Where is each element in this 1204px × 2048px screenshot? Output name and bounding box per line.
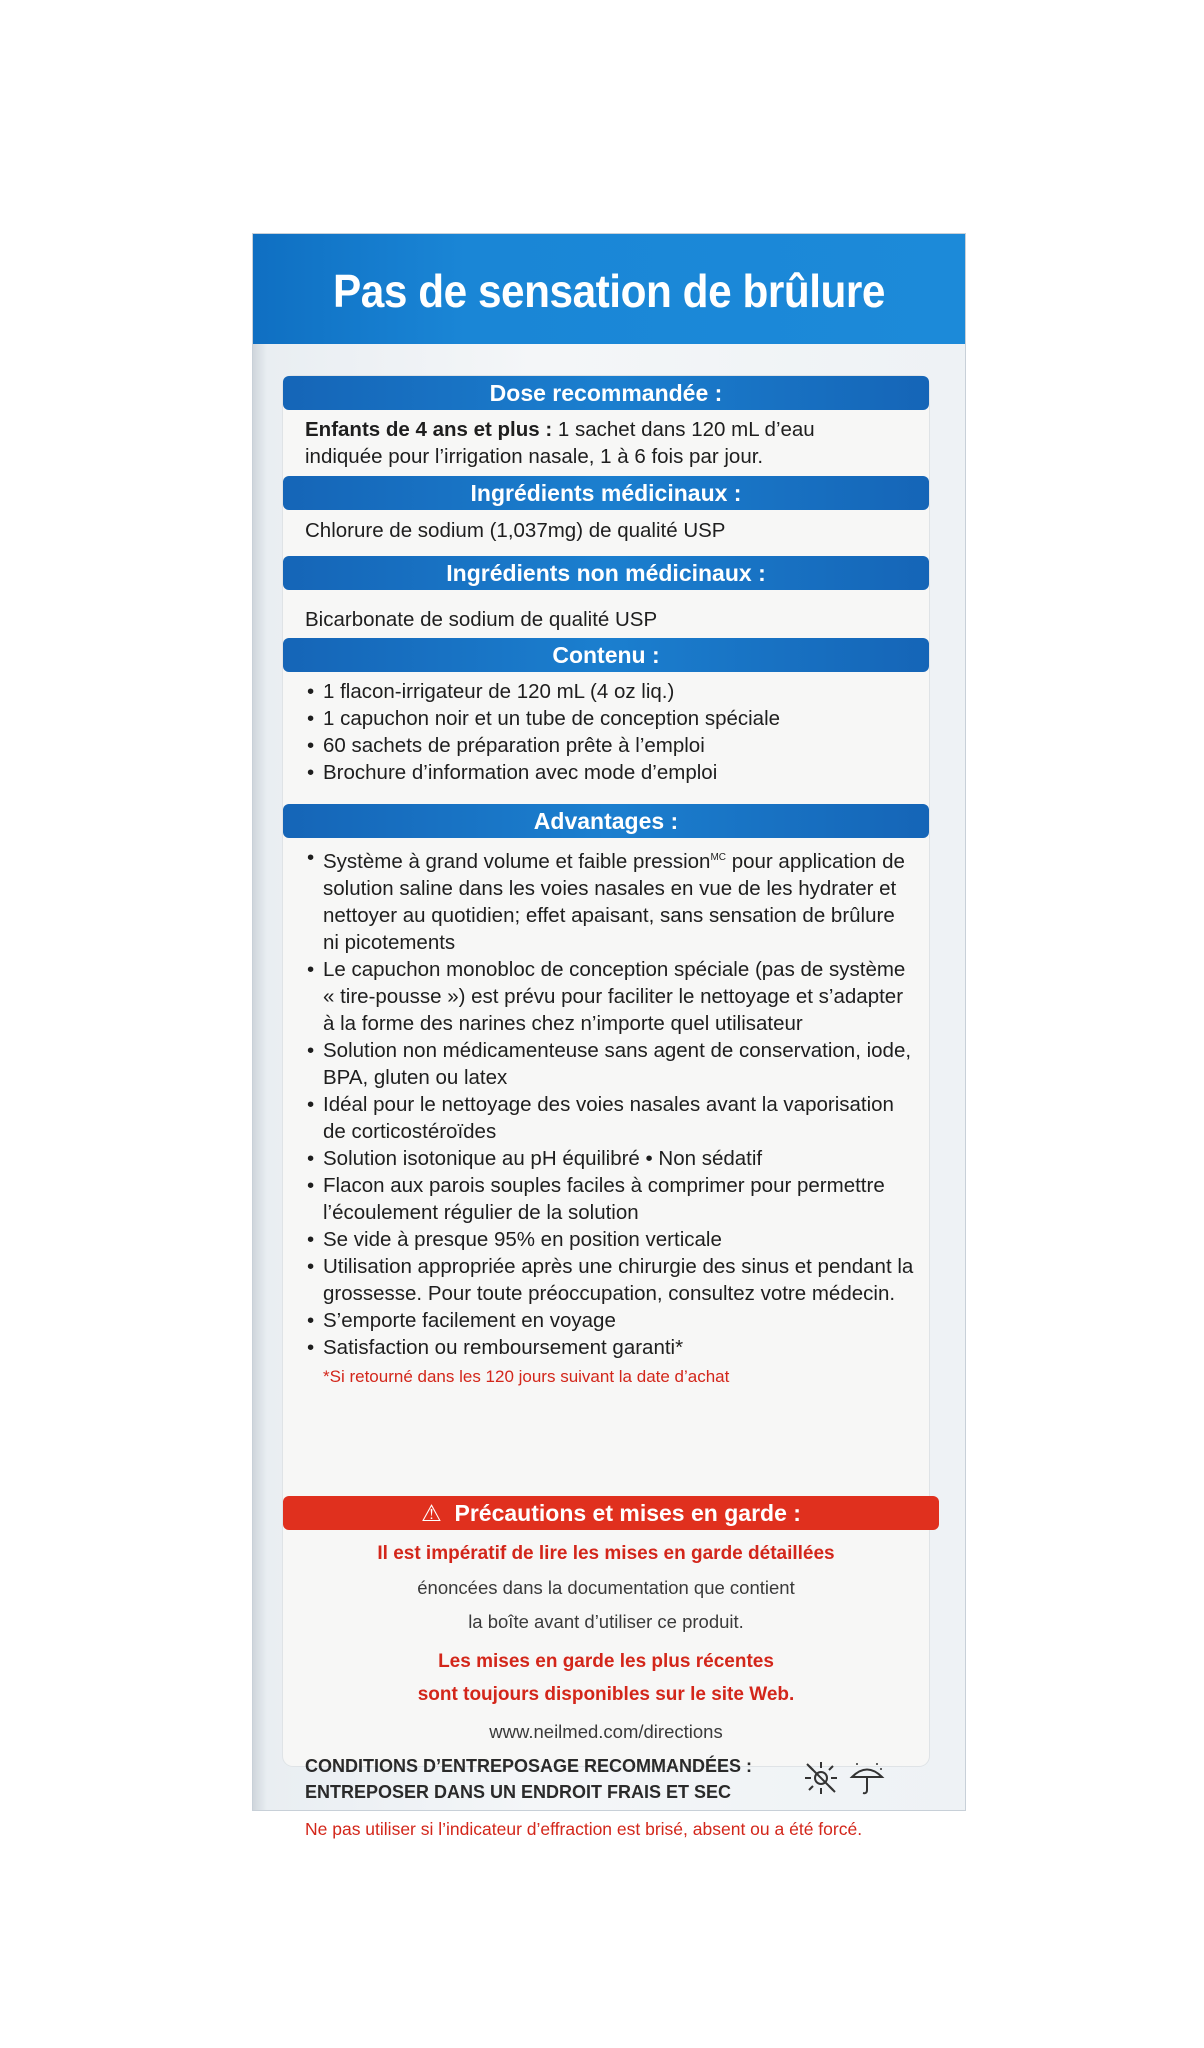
warning-triangle-icon: ⚠	[421, 1500, 442, 1526]
tamper-warning: Ne pas utiliser si l’indicateur d’effraction est brisé, absent ou a été forcé.	[305, 1819, 863, 1839]
dose-line2: indiquée pour l’irrigation nasale, 1 à 6 fois par jour.	[305, 445, 764, 468]
contents-list-wrap	[305, 678, 915, 786]
advantages-list	[305, 844, 915, 1361]
advantage-item: • Flacon aux parois souples faciles à comprimer pour permettre l’écoulement régulier de la solution	[305, 1172, 915, 1226]
info-panel	[283, 376, 929, 1839]
warning-line-1: Il est impératif de lire les mises en garde détaillées	[377, 1543, 835, 1564]
medicinal-header: Ingrédients médicinaux :	[283, 476, 929, 510]
dose-header: Dose recommandée :	[283, 376, 929, 410]
non-medicinal-text: Bicarbonate de sodium de qualité USP	[305, 608, 658, 631]
advantage-item: • Satisfaction ou remboursement garanti*	[305, 1334, 915, 1361]
advantages-header: Advantages :	[283, 804, 929, 838]
advantage-item: • Le capuchon monobloc de conception spéciale (pas de système « tire-pousse ») est prévu pour faciliter le nettoyage et s’adapter à la forme des narines chez n’importe quel utilisateur	[305, 956, 915, 1037]
contents-header: Contenu :	[283, 638, 929, 672]
warning-line-5: sont toujours disponibles sur le site Web.	[417, 1684, 795, 1705]
contents-item: • Brochure d’information avec mode d’emploi	[305, 759, 915, 786]
advantage-item: • S’emporte facilement en voyage	[305, 1307, 915, 1334]
dose-bold: Enfants de 4 ans et plus :	[305, 418, 553, 441]
contents-item: • 1 capuchon noir et un tube de conception spéciale	[305, 705, 915, 732]
trademark-mc: MC	[710, 852, 726, 863]
advantage-item	[305, 844, 915, 956]
advantage-item: • Solution non médicamenteuse sans agent de conservation, iode, BPA, gluten ou latex	[305, 1037, 915, 1091]
warning-line-2: énoncées dans la documentation que contient	[417, 1577, 795, 1598]
advantage-item-1-rest: pour application de solution saline dans les voies nasales en vue de les hydrater et nettoyer au quotidien; effet apaisant, sans sensation de brûlure ni picotements	[323, 849, 905, 954]
advantage-item: • Idéal pour le nettoyage des voies nasales avant la vaporisation de corticostéroïdes	[305, 1091, 915, 1145]
advantage-item: • Solution isotonique au pH équilibré • Non sédatif	[305, 1145, 915, 1172]
directions-url: www.neilmed.com/directions	[489, 1721, 723, 1742]
storage-line-2: ENTREPOSER DANS UN ENDROIT FRAIS ET SEC	[305, 1782, 732, 1802]
contents-item: • 60 sachets de préparation prête à l’emploi	[305, 732, 915, 759]
advantage-item: • Utilisation appropriée après une chirurgie des sinus et pendant la grossesse. Pour toute préoccupation, consultez votre médecin.	[305, 1253, 915, 1307]
sun-icon	[803, 1760, 839, 1796]
advantages-list-wrap	[305, 844, 915, 1390]
guarantee-footnote: *Si retourné dans les 120 jours suivant la date d’achat	[323, 1366, 730, 1386]
dose-text	[305, 416, 915, 470]
advantage-item-1-start: Système à grand volume et faible pression	[323, 849, 711, 873]
warning-line-3: la boîte avant d’utiliser ce produit.	[468, 1611, 744, 1632]
advantage-item: • Se vide à presque 95% en position verticale	[305, 1226, 915, 1253]
contents-list	[305, 678, 915, 786]
title-band	[253, 234, 965, 344]
storage-icons	[803, 1760, 903, 1800]
umbrella-icon	[849, 1760, 885, 1796]
dose-line1: 1 sachet dans 120 mL d’eau	[552, 418, 815, 441]
medicinal-text: Chlorure de sodium (1,037mg) de qualité USP	[305, 519, 726, 542]
storage-line-1: CONDITIONS D’ENTREPOSAGE RECOMMANDÉES :	[305, 1756, 753, 1776]
contents-item: • 1 flacon-irrigateur de 120 mL (4 oz liq.)	[305, 678, 915, 705]
non-medicinal-header: Ingrédients non médicinaux :	[283, 556, 929, 590]
product-box-side	[253, 234, 965, 1839]
product-headline: Pas de sensation de brûlure	[332, 265, 886, 317]
warnings-header	[283, 1496, 939, 1530]
warnings-header-label: Précautions et mises en garde :	[454, 1500, 801, 1526]
warning-line-4: Les mises en garde les plus récentes	[438, 1651, 774, 1672]
